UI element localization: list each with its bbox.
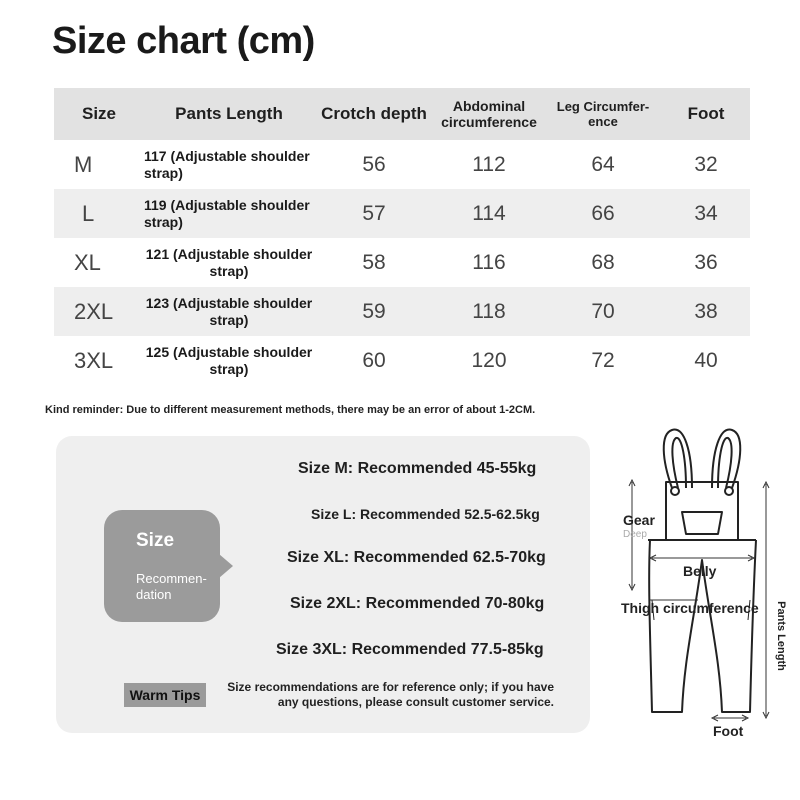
recommendation-m: Size M: Recommended 45-55kg bbox=[298, 460, 537, 477]
leg-cell: 66 bbox=[591, 201, 615, 225]
table-row bbox=[54, 189, 750, 238]
size-cell: XL bbox=[74, 249, 101, 275]
page-title: Size chart (cm) bbox=[52, 20, 315, 62]
foot-cell: 40 bbox=[694, 348, 718, 372]
bubble-title: Size bbox=[136, 530, 175, 551]
leg-cell: 64 bbox=[591, 152, 615, 176]
deep-label: Deep bbox=[623, 529, 647, 540]
bubble-subtitle: Recommen- dation bbox=[136, 571, 207, 602]
recommendation-3xl: Size 3XL: Recommended 77.5-85kg bbox=[276, 641, 544, 658]
header-crotch-depth: Crotch depth bbox=[321, 104, 427, 123]
foot-cell: 38 bbox=[694, 299, 718, 323]
abdominal-cell: 112 bbox=[472, 152, 506, 176]
pants-length-cell: 125 (Adjustable shoulder strap) bbox=[145, 343, 313, 377]
size-cell: L bbox=[82, 200, 95, 226]
size-table bbox=[54, 88, 750, 385]
crotch-cell: 58 bbox=[362, 250, 386, 274]
recommendation-bubble bbox=[104, 510, 220, 622]
leg-cell: 70 bbox=[591, 299, 615, 323]
abdominal-cell: 120 bbox=[471, 348, 507, 372]
table-row bbox=[54, 287, 750, 336]
foot-label: Foot bbox=[713, 723, 744, 739]
crotch-cell: 57 bbox=[362, 201, 386, 225]
table-row bbox=[54, 336, 750, 385]
size-cell: 2XL bbox=[74, 298, 114, 324]
crotch-cell: 59 bbox=[362, 299, 386, 323]
leg-cell: 68 bbox=[591, 250, 615, 274]
pants-length-cell: 123 (Adjustable shoulder strap) bbox=[145, 294, 313, 328]
warm-tips-text: Size recommendations are for reference only; if you have any questions, please consult customer service. bbox=[227, 680, 554, 709]
table-row bbox=[54, 238, 750, 287]
foot-cell: 36 bbox=[694, 250, 718, 274]
measurement-reminder: Kind reminder: Due to different measurement methods, there may be an error of about 1-2CM. bbox=[45, 404, 536, 416]
overalls-diagram bbox=[600, 420, 800, 750]
gear-label: Gear bbox=[623, 512, 655, 528]
recommendation-xl: Size XL: Recommended 62.5-70kg bbox=[287, 549, 546, 566]
abdominal-cell: 116 bbox=[472, 250, 506, 274]
header-abdominal: Abdominal circumference bbox=[441, 98, 537, 130]
foot-cell: 32 bbox=[694, 152, 718, 176]
table-row bbox=[54, 140, 750, 189]
abdominal-cell: 114 bbox=[472, 201, 506, 225]
recommendation-l: Size L: Recommended 52.5-62.5kg bbox=[311, 506, 540, 522]
header-foot: Foot bbox=[687, 104, 725, 123]
header-leg-circumference: Leg Circumfer- ence bbox=[556, 99, 650, 129]
crotch-cell: 56 bbox=[362, 152, 386, 176]
leg-cell: 72 bbox=[591, 348, 615, 372]
pants-length-cell: 117 (Adjustable shoulder strap) bbox=[144, 147, 310, 181]
header-size: Size bbox=[81, 104, 117, 123]
pants-length-cell: 121 (Adjustable shoulder strap) bbox=[145, 245, 313, 279]
pants-length-cell: 119 (Adjustable shoulder strap) bbox=[144, 196, 310, 230]
abdominal-cell: 118 bbox=[472, 299, 506, 323]
recommendation-2xl: Size 2XL: Recommended 70-80kg bbox=[290, 595, 545, 612]
size-cell: M bbox=[74, 151, 93, 177]
size-cell: 3XL bbox=[74, 347, 114, 373]
warm-tips-label: Warm Tips bbox=[124, 683, 206, 707]
header-pants-length: Pants Length bbox=[175, 104, 283, 123]
bubble-arrow bbox=[219, 554, 233, 578]
table-header-row bbox=[54, 88, 750, 140]
pants-length-label: Pants Length bbox=[774, 601, 787, 671]
thigh-label: Thigh circumference bbox=[621, 600, 759, 616]
belly-label: Belly bbox=[683, 563, 717, 579]
crotch-cell: 60 bbox=[362, 348, 386, 372]
foot-cell: 34 bbox=[694, 201, 718, 225]
